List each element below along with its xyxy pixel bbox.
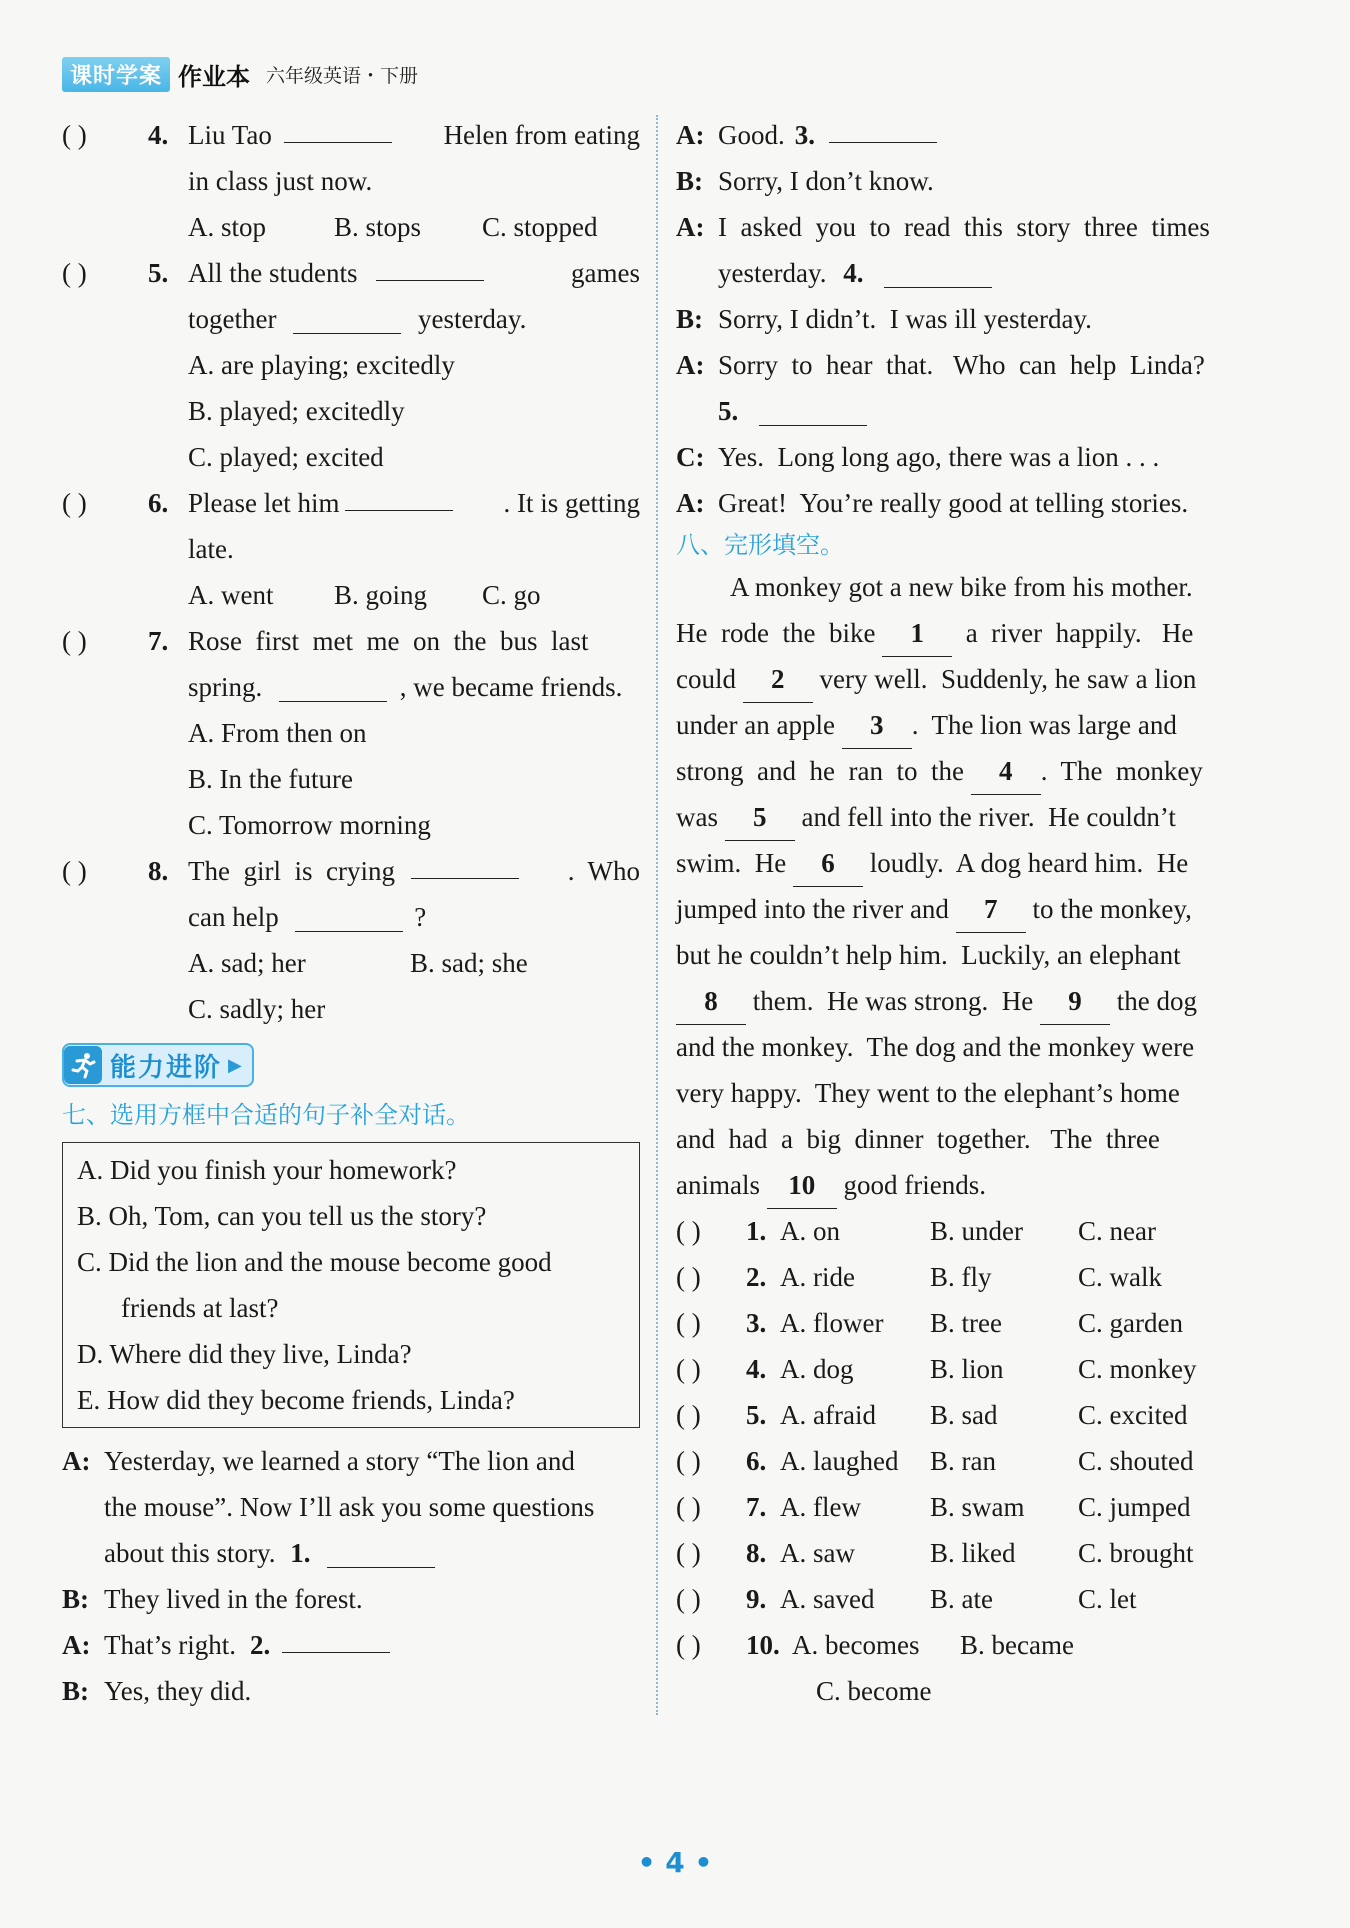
option-a[interactable]: A. ride — [780, 1262, 855, 1292]
option-c[interactable]: C. shouted — [1078, 1446, 1194, 1476]
cloze-blank[interactable]: 5 — [725, 794, 795, 841]
cloze-line: and had a big dinner together. The three — [676, 1124, 1160, 1154]
question-number: 6. — [746, 1446, 767, 1476]
option-c[interactable]: C. jumped — [1078, 1492, 1191, 1522]
answer-paren[interactable]: ( ) — [62, 258, 87, 288]
question-number: 3. — [746, 1308, 767, 1338]
answer-paren[interactable]: ( ) — [676, 1400, 701, 1430]
option-c[interactable]: C. monkey — [1078, 1354, 1197, 1384]
section-7-title: 七、选用方框中合适的句子补全对话。 — [62, 1101, 470, 1129]
answer-blank[interactable] — [284, 112, 392, 143]
box-option-c-cont: friends at last? — [121, 1293, 279, 1323]
box-option-d: D. Where did they live, Linda? — [77, 1339, 412, 1369]
brand-title: 作业本 — [178, 62, 251, 91]
sentence-box — [62, 1142, 640, 1428]
speaker: A: — [62, 1630, 91, 1660]
cloze-blank[interactable]: 1 — [882, 610, 952, 657]
answer-paren[interactable]: ( ) — [676, 1354, 701, 1384]
cloze-line: 8 them. He was strong. He 9 the dog — [676, 978, 1262, 1024]
question-number: 8. — [746, 1538, 767, 1568]
option-b[interactable]: B. ran — [930, 1446, 996, 1476]
question-number: 4. — [746, 1354, 767, 1384]
option-row — [676, 1254, 1262, 1300]
play-arrow-icon: ▶ — [228, 1054, 242, 1075]
cloze-line: but he couldn’t help him. Luckily, an elephant — [676, 940, 1181, 970]
dialogue-blank-2[interactable] — [282, 1622, 390, 1653]
speaker: B: — [62, 1584, 89, 1614]
option-a[interactable]: A. flower — [780, 1308, 884, 1338]
question-4: ( ) 4. Liu Tao Helen from eating in class just now. A. stop B. stops C. stopped — [62, 112, 640, 250]
question-number: 5. — [746, 1400, 767, 1430]
cloze-blank[interactable]: 7 — [956, 886, 1026, 933]
dialogue-left: A: Yesterday, we learned a story “The lion and the mouse”. Now I’ll ask you some questions about this story. 1. B: They lived in the forest. A: That’s right. 2. B: Yes, they did. — [62, 1438, 640, 1714]
option-b[interactable]: B. swam — [930, 1492, 1025, 1522]
option-b[interactable]: B. became — [960, 1630, 1074, 1660]
option-c[interactable]: C. sadly; her — [188, 994, 326, 1024]
page-header — [62, 56, 418, 92]
answer-blank[interactable] — [345, 480, 453, 511]
cloze-blank[interactable]: 6 — [793, 840, 863, 887]
cloze-line: He rode the bike 1 a river happily. He — [676, 610, 1262, 656]
page-number: • 4 • — [637, 1846, 713, 1879]
option-row — [676, 1576, 1262, 1622]
dialogue-blank-5[interactable] — [759, 395, 867, 426]
option-row — [676, 1346, 1262, 1392]
answer-paren[interactable]: ( ) — [676, 1492, 701, 1522]
option-c[interactable]: C. go — [482, 580, 541, 610]
cloze-passage — [676, 564, 1262, 1208]
option-a[interactable]: A. saw — [780, 1538, 855, 1568]
option-b[interactable]: B. ate — [930, 1584, 993, 1614]
option-a[interactable]: A. saved — [780, 1584, 875, 1614]
answer-paren[interactable]: ( ) — [62, 856, 87, 886]
option-b[interactable]: B. liked — [930, 1538, 1016, 1568]
section-8-title: 八、完形填空。 — [676, 531, 844, 559]
answer-paren[interactable]: ( ) — [676, 1216, 701, 1246]
option-c[interactable]: C. let — [1078, 1584, 1137, 1614]
cloze-line: strong and he ran to the 4 . The monkey — [676, 748, 1262, 794]
option-b[interactable]: B. stops — [334, 212, 422, 242]
option-b[interactable]: B. tree — [930, 1308, 1002, 1338]
runner-icon — [64, 1046, 102, 1084]
answer-blank[interactable] — [293, 303, 401, 334]
option-c[interactable]: C. brought — [1078, 1538, 1194, 1568]
box-option-e: E. How did they become friends, Linda? — [77, 1385, 515, 1415]
question-number: 7. — [746, 1492, 767, 1522]
cloze-blank[interactable]: 10 — [767, 1162, 837, 1209]
option-row — [676, 1208, 1262, 1254]
answer-paren[interactable]: ( ) — [676, 1538, 701, 1568]
answer-paren[interactable]: ( ) — [676, 1308, 701, 1338]
answer-paren[interactable]: ( ) — [676, 1262, 701, 1292]
answer-blank[interactable] — [279, 671, 387, 702]
option-b[interactable]: B. sad — [930, 1400, 998, 1430]
cloze-line: jumped into the river and 7 to the monkey, — [676, 886, 1262, 932]
cloze-blank[interactable]: 3 — [842, 702, 912, 749]
option-b[interactable]: B. going — [334, 580, 428, 610]
option-c[interactable]: C. walk — [1078, 1262, 1162, 1292]
cloze-options — [676, 1208, 1262, 1622]
option-b[interactable]: B. under — [930, 1216, 1023, 1246]
question-number: 2. — [746, 1262, 767, 1292]
question-6: ( ) 6. Please let him . It is getting late. A. went B. going C. go — [62, 480, 640, 618]
cloze-line: very happy. They went to the elephant’s home — [676, 1078, 1180, 1108]
option-c[interactable]: C. excited — [1078, 1400, 1188, 1430]
cloze-line: and the monkey. The dog and the monkey were — [676, 1032, 1195, 1062]
option-b[interactable]: B. lion — [930, 1354, 1004, 1384]
speaker: B: — [62, 1676, 89, 1706]
answer-paren[interactable]: ( ) — [676, 1584, 701, 1614]
cloze-blank[interactable]: 8 — [676, 978, 746, 1025]
brand-highlight: 课时学案 — [62, 57, 170, 92]
option-row — [676, 1300, 1262, 1346]
option-a[interactable]: A. stop — [188, 212, 267, 242]
dialogue-blank-1[interactable] — [327, 1537, 435, 1568]
option-a[interactable]: A. went — [188, 580, 274, 610]
option-b[interactable]: B. In the future — [188, 764, 353, 794]
option-row — [676, 1530, 1262, 1576]
option-a[interactable]: A. From then on — [188, 718, 367, 748]
question-number: 1. — [746, 1216, 767, 1246]
option-a[interactable]: A. flew — [780, 1492, 861, 1522]
answer-blank[interactable] — [376, 250, 484, 281]
option-row — [676, 1484, 1262, 1530]
option-a[interactable]: A. becomes — [792, 1630, 920, 1660]
answer-paren[interactable]: ( ) — [62, 488, 87, 518]
option-a[interactable]: A. dog — [780, 1354, 854, 1384]
cloze-line: could 2 very well. Suddenly, he saw a lion — [676, 656, 1262, 702]
dialogue-right: A: Good. 3. B: Sorry, I don’t know. A: I asked you to read this story three times yesterday. 4. B: Sorry, I didn’t. I was ill yesterday. A: Sorry to hear that. Who can help Linda? 5. C: Yes. Long long ago, there was a lion . . . A: Great! You’re really good at telling stories. — [676, 112, 1262, 526]
option-c[interactable]: C. played; excited — [188, 442, 384, 472]
cloze-line: under an apple 3 . The lion was large and — [676, 702, 1262, 748]
option-row — [676, 1392, 1262, 1438]
box-option-a: A. Did you finish your homework? — [77, 1155, 457, 1185]
question-10: ( ) 10. A. becomes B. became C. become — [676, 1622, 1262, 1714]
speaker: A: — [62, 1446, 91, 1476]
box-option-b: B. Oh, Tom, can you tell us the story? — [77, 1201, 487, 1231]
cloze-line: animals 10 good friends. — [676, 1162, 1262, 1208]
book-subtitle: 六年级英语・下册 — [266, 64, 419, 87]
option-a[interactable]: A. afraid — [780, 1400, 876, 1430]
cloze-line: swim. He 6 loudly. A dog heard him. He — [676, 840, 1262, 886]
option-a[interactable]: A. sad; her — [188, 948, 306, 978]
section-badge — [62, 1038, 640, 1092]
cloze-line: was 5 and fell into the river. He couldn’t — [676, 794, 1262, 840]
option-c[interactable]: C. garden — [1078, 1308, 1183, 1338]
option-a[interactable]: A. are playing; excitedly — [188, 350, 455, 380]
option-c[interactable]: C. stopped — [482, 212, 598, 242]
cloze-blank[interactable]: 4 — [971, 748, 1041, 795]
dialogue-blank-3[interactable] — [829, 112, 937, 143]
question-number: 9. — [746, 1584, 767, 1614]
option-a[interactable]: A. on — [780, 1216, 840, 1246]
answer-paren[interactable]: ( ) — [62, 626, 87, 656]
answer-paren[interactable]: ( ) — [62, 120, 87, 150]
answer-paren[interactable]: ( ) — [676, 1446, 701, 1476]
option-b[interactable]: B. sad; she — [410, 948, 528, 978]
question-7: ( ) 7. Rose first met me on the bus last spring. , we became friends. A. From then on B. In the future C. Tomorrow morning — [62, 618, 640, 848]
box-option-c: C. Did the lion and the mouse become good — [77, 1247, 552, 1277]
badge-label: 能力进阶 — [110, 1052, 223, 1083]
cloze-blank[interactable]: 2 — [743, 656, 813, 703]
dialogue-blank-4[interactable] — [884, 257, 992, 288]
right-column — [676, 112, 1262, 1714]
option-c[interactable]: C. Tomorrow morning — [188, 810, 431, 840]
answer-blank[interactable] — [411, 848, 519, 879]
option-c[interactable]: C. near — [1078, 1216, 1156, 1246]
option-c[interactable]: C. become — [816, 1676, 932, 1706]
left-column — [62, 112, 640, 1714]
option-a[interactable]: A. laughed — [780, 1446, 899, 1476]
option-b[interactable]: B. played; excitedly — [188, 396, 405, 426]
cloze-line: A monkey got a new bike from his mother. — [730, 572, 1193, 602]
column-divider — [656, 115, 658, 1715]
cloze-blank[interactable]: 9 — [1040, 978, 1110, 1025]
answer-blank[interactable] — [295, 901, 403, 932]
answer-paren[interactable]: ( ) — [676, 1630, 701, 1660]
question-5: ( ) 5. All the students games together yesterday. A. are playing; excitedly B. played; excitedly C. played; excited — [62, 250, 640, 480]
option-b[interactable]: B. fly — [930, 1262, 992, 1292]
question-8: ( ) 8. The girl is crying . Who can help ? A. sad; her B. sad; she C. sadly; her — [62, 848, 640, 1032]
option-row — [676, 1438, 1262, 1484]
